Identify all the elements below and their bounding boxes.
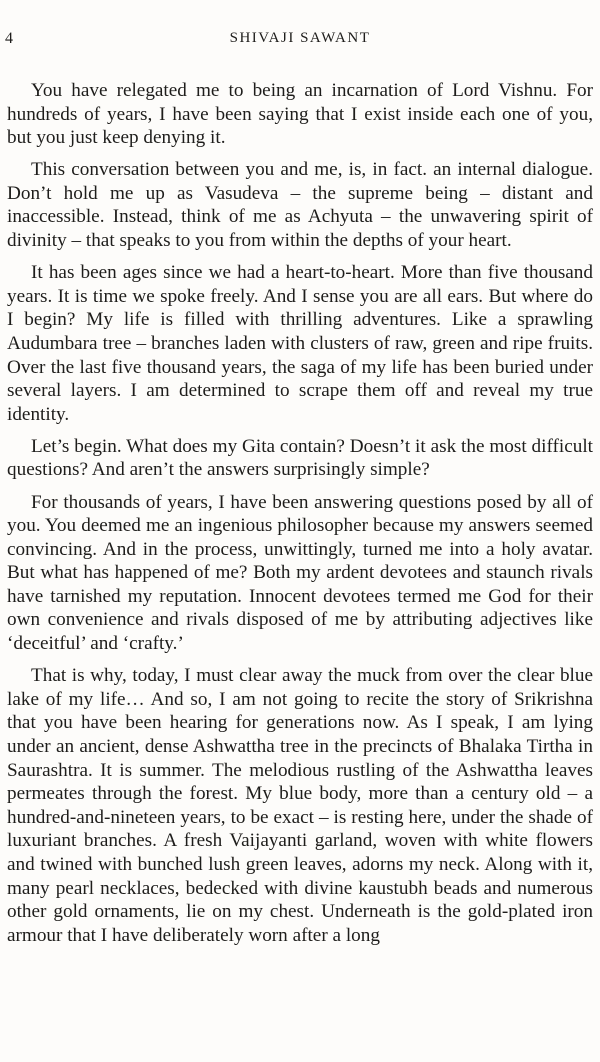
paragraph: It has been ages since we had a heart-to-heart. More than five thousand years. It is time we spoke freely. And I sense you are all ears. But where do I begin? My life is filled with thrilling adventures. Like a sprawling Audumbara tree – branches laden with clusters of raw, green and ripe fruits. Over the last five thousand years, the saga of my life has been buried under several layers. I am determined to scrape them off and reveal my true identity. <box>7 262 593 425</box>
paragraph: You have relegated me to being an incarnation of Lord Vishnu. For hundreds of years, I have been saying that I exist inside each one of you, but you just keep denying it. <box>7 80 593 149</box>
page-number: 4 <box>5 30 14 47</box>
running-header <box>0 30 600 52</box>
paragraph: Let’s begin. What does my Gita contain? Doesn’t it ask the most difficult questions? And aren’t the answers surprisingly simple? <box>7 435 593 481</box>
paragraph: For thousands of years, I have been answering questions posed by all of you. You deemed me an ingenious philosopher because my answers seemed convincing. And in the process, unwittingly, turned me into a holy avatar. But what has happened of me? Both my ardent devotees and staunch rivals have tarnished my reputation. Innocent devotees termed me God for their own convenience and rivals disposed of me by attributing adjectives like ‘deceitful’ and ‘crafty.’ <box>7 491 593 655</box>
running-title: SHIVAJI SAWANT <box>229 30 371 46</box>
body-text <box>7 79 593 956</box>
paragraph: This conversation between you and me, is, in fact. an internal dialogue. Don’t hold me up as Vasudeva – the supreme being – distant and inaccessible. Instead, think of me as Achyuta – the unwavering spirit of divinity – that speaks to you from within the depths of your heart. <box>7 159 593 252</box>
paragraph: That is why, today, I must clear away the muck from over the clear blue lake of my life… And so, I am not going to recite the story of Srikrishna that you have been hearing for generations now. As I speak, I am lying under an ancient, dense Ashwattha tree in the precincts of Bhalaka Tirtha in Saurashtra. It is summer. The melodious rustling of the Ashwattha leaves permeates through the forest. My blue body, more than a century old – a hundred-and-nineteen years, to be exact – is resting here, under the shade of luxuriant branches. A fresh Vaijayanti garland, woven with white flowers and twined with bunched lush green leaves, adorns my neck. Along with it, many pearl necklaces, bedecked with divine kaustubh beads and numerous other gold ornaments, lie on my chest. Underneath is the gold-plated iron armour that I have deliberately worn after a long <box>7 665 593 946</box>
